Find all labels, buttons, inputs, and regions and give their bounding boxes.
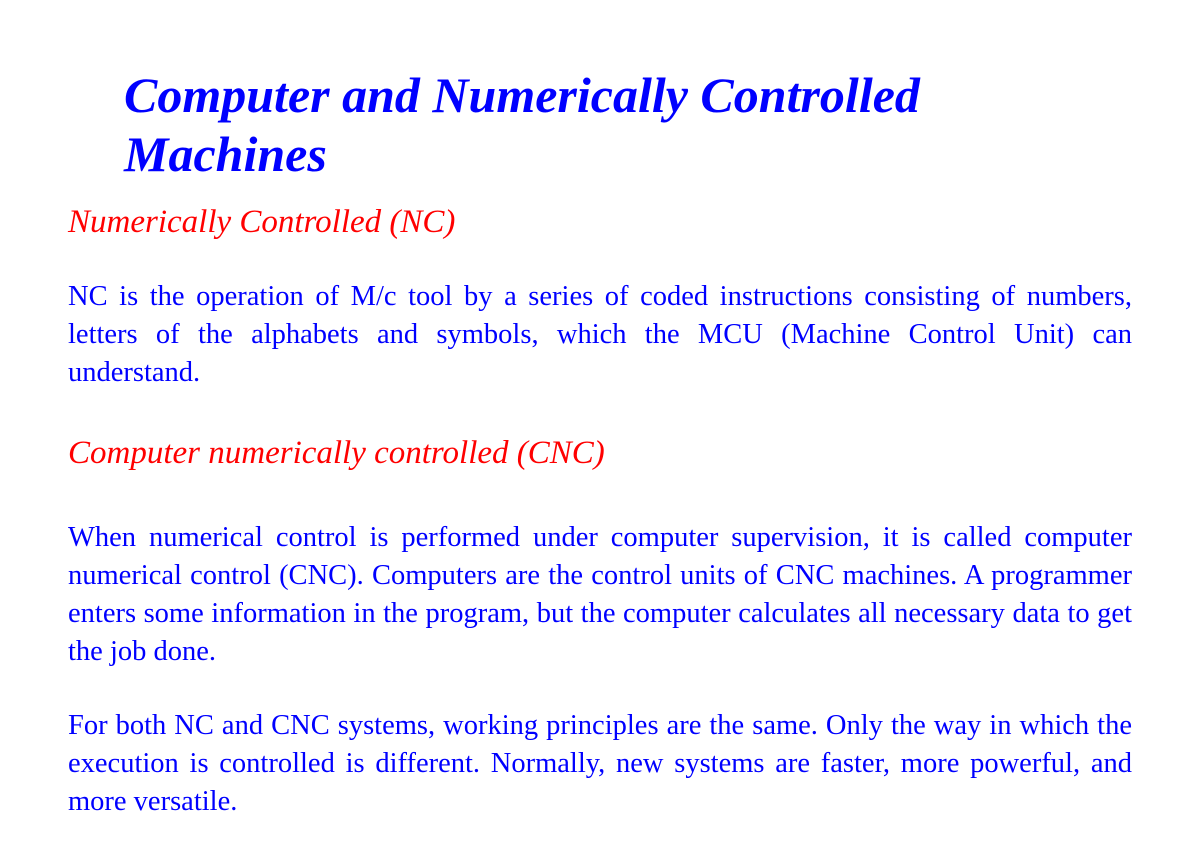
section-heading-cnc: Computer numerically controlled (CNC) (68, 435, 605, 471)
section-body-nc: NC is the operation of M/c tool by a series of coded instructions consisting of numbers, letters of the alphabets and symbols, which the MCU (Machine Control Unit) can understand. (68, 281, 1132, 388)
section-heading-nc: Numerically Controlled (NC) (68, 204, 456, 240)
section-body-cnc: When numerical control is performed under computer supervision, it is called computer numerical control (CNC). Computers are the control units of CNC machines. A programmer enters some information in the program, but the computer calculates all necessary data to get the job done. (68, 522, 1132, 667)
closing-paragraph: For both NC and CNC systems, working principles are the same. Only the way in which the execution is controlled is different. Normally, new systems are faster, more powerful, and more versatile. (68, 710, 1132, 817)
slide-title: Computer and Numerically Controlled Machines (124, 67, 920, 182)
